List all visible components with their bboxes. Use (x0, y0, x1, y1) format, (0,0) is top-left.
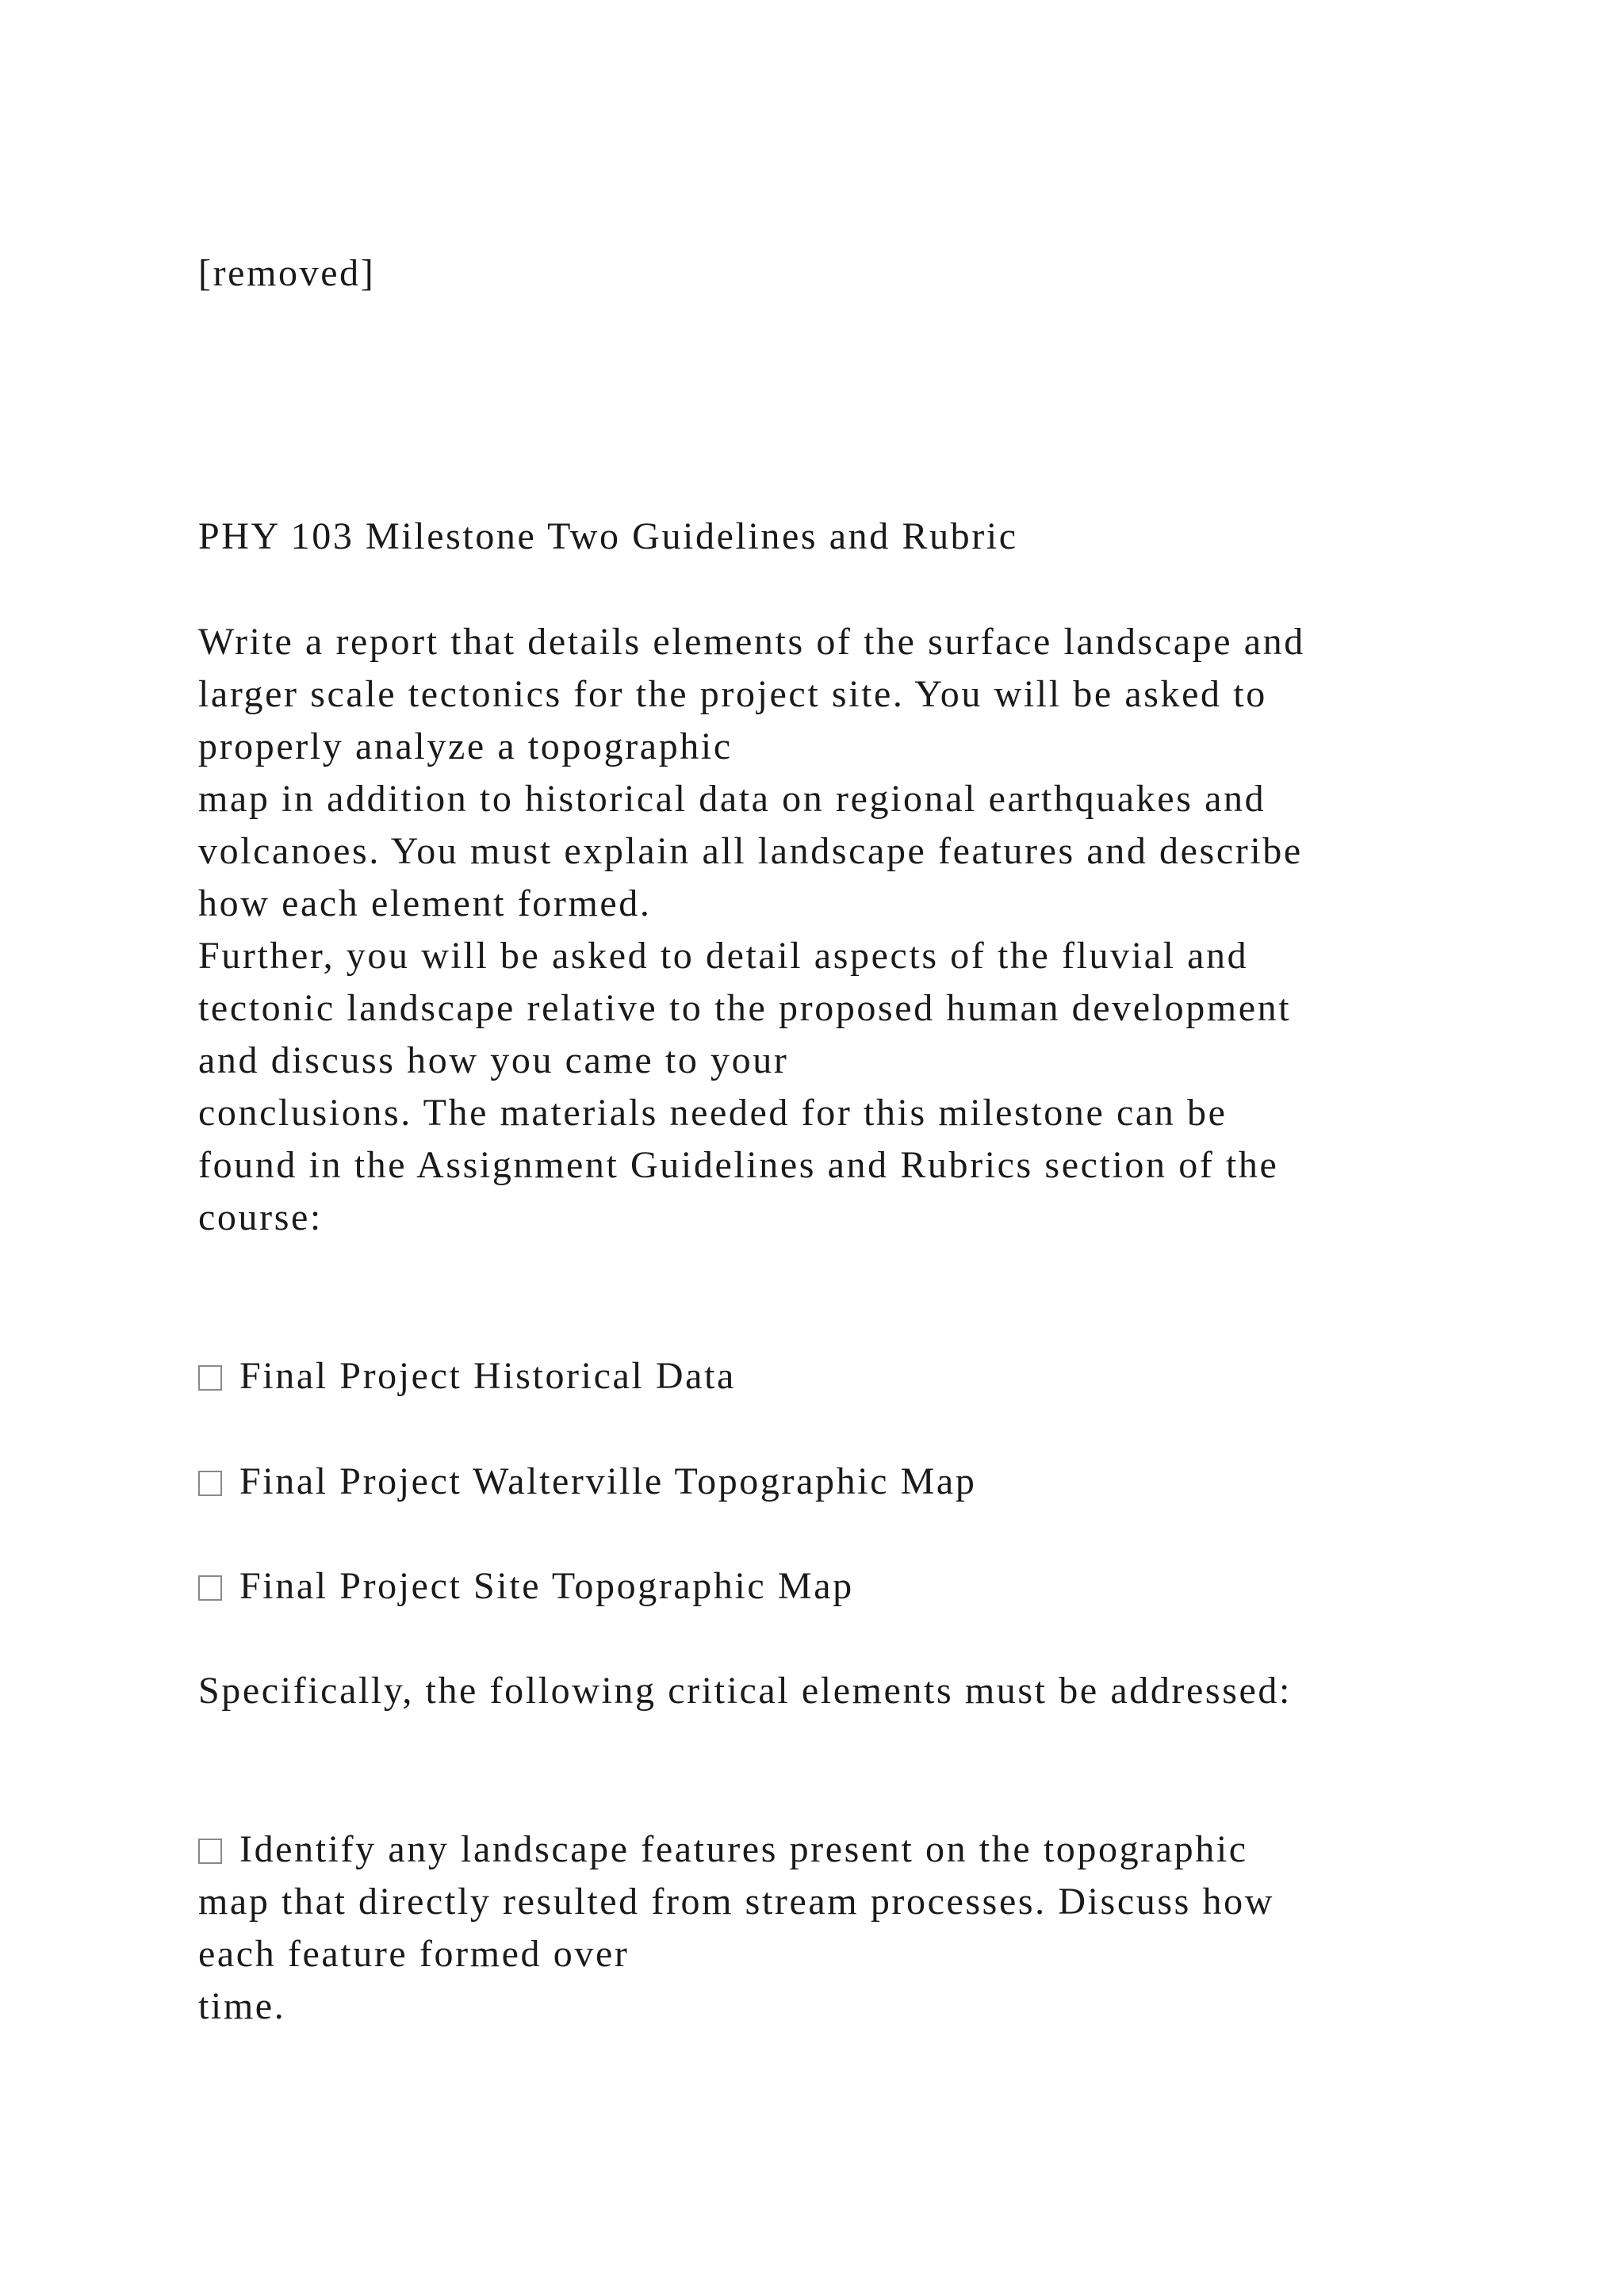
list-item (198, 1456, 976, 1508)
intro-line: found in the Assignment Guidelines and Rubrics section of the (198, 1144, 1279, 1186)
missing-glyph-bullet-icon (198, 1839, 222, 1864)
material-label: Final Project Historical Data (239, 1355, 736, 1397)
critical-item-line: map that directly resulted from stream processes. Discuss how (198, 1881, 1274, 1923)
intro-line: properly analyze a topographic (198, 725, 733, 767)
page-title: PHY 103 Milestone Two Guidelines and Rubric (198, 515, 1018, 557)
intro-line: Write a report that details elements of the surface landscape and (198, 621, 1305, 663)
missing-glyph-bullet-icon (198, 1365, 222, 1391)
intro-line: map in addition to historical data on regional earthquakes and (198, 778, 1266, 820)
material-label: Final Project Site Topographic Map (239, 1565, 854, 1607)
intro-line: Further, you will be asked to detail aspects of the fluvial and (198, 935, 1249, 977)
missing-glyph-bullet-icon (198, 1471, 222, 1496)
intro-line: how each element formed. (198, 882, 652, 924)
list-item (198, 1350, 736, 1402)
material-label: Final Project Walterville Topographic Map (239, 1460, 977, 1502)
critical-item-line: Identify any landscape features present on the topographic (239, 1828, 1248, 1870)
critical-item-line: time. (198, 1985, 286, 2027)
critical-elements-intro: Specifically, the following critical elements must be addressed: (198, 1670, 1292, 1712)
intro-line: and discuss how you came to your (198, 1039, 789, 1081)
intro-line: conclusions. The materials needed for this milestone can be (198, 1092, 1228, 1134)
intro-line: larger scale tectonics for the project site. You will be asked to (198, 673, 1267, 715)
list-item (198, 1823, 1248, 1876)
intro-line: course: (198, 1196, 323, 1238)
critical-item-line: each feature formed over (198, 1933, 630, 1975)
intro-line: volcanoes. You must explain all landscape features and describe (198, 830, 1303, 872)
intro-line: tectonic landscape relative to the proposed human development (198, 987, 1292, 1029)
removed-marker: [removed] (198, 252, 376, 294)
list-item (198, 1560, 854, 1613)
missing-glyph-bullet-icon (198, 1575, 222, 1601)
